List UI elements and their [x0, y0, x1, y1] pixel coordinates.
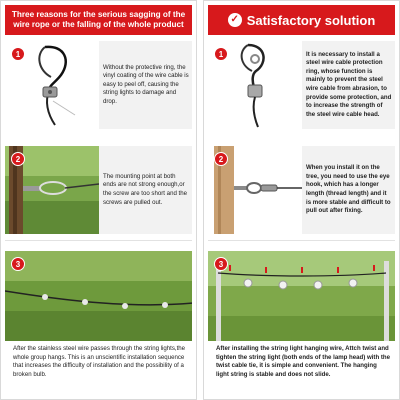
solution-2-text: When you install it on the tree, you need to use the eye hook, which has a longer length (thread length) and it is more stable and difficult to pull out after fixing.: [306, 164, 391, 215]
garden-lights-photo: [208, 251, 395, 341]
step-number-badge: 3: [214, 257, 228, 271]
solution-1-text: It is necessary to install a steel wire cable protection ring, whose function is mainly to prevent the steel wire cable from abrasion, to provide some protection, and to increase the strength of the steel wire cable head.: [306, 50, 392, 118]
problem-2-text: The mounting point at both ends are not strong enough,or the screw are too short and the screws are pulled out.: [103, 172, 188, 206]
problem-panel-2: [5, 146, 192, 234]
problems-header-text: Three reasons for the serious sagging of the wire rope or the falling of the whole product: [11, 10, 186, 29]
step-number-badge: 1: [11, 47, 25, 61]
step-number-badge: 2: [214, 152, 228, 166]
solution-panel-1: [208, 41, 395, 129]
solutions-header: [208, 5, 395, 35]
solution-panel-2: [208, 146, 395, 234]
problem-panel-1: [5, 41, 192, 129]
solutions-header-text: Satisfactory solution: [246, 12, 376, 28]
problem-3-text: After the stainless steel wire passes through the string lights,the whole group hangs. This is an unscientific installation sequence that increases the difficulty of installation and the possibility of a broken bulb.: [13, 345, 186, 378]
step-number-badge: 2: [11, 152, 25, 166]
solution-3-text: After installing the string light hanging wire, Attch twist and tighten the string light (both ends of the lamp head) with the twist cable tie, it is simple and convenient. The hanging light string is stable and does not slide.: [216, 345, 390, 378]
step-number-badge: 3: [11, 257, 25, 271]
solutions-column: [203, 0, 400, 400]
problems-header: [5, 5, 192, 35]
step-number-badge: 1: [214, 47, 228, 61]
section-divider: [5, 240, 192, 241]
problem-1-text: Without the protective ring, the vinyl coating of the wire cable is easy to peel off, causing the string lights to damage and drop.: [103, 63, 189, 105]
check-icon: ✓: [228, 13, 242, 27]
section-divider: [208, 240, 395, 241]
lawn-lights-photo: [5, 251, 192, 341]
problems-column: [0, 0, 197, 400]
